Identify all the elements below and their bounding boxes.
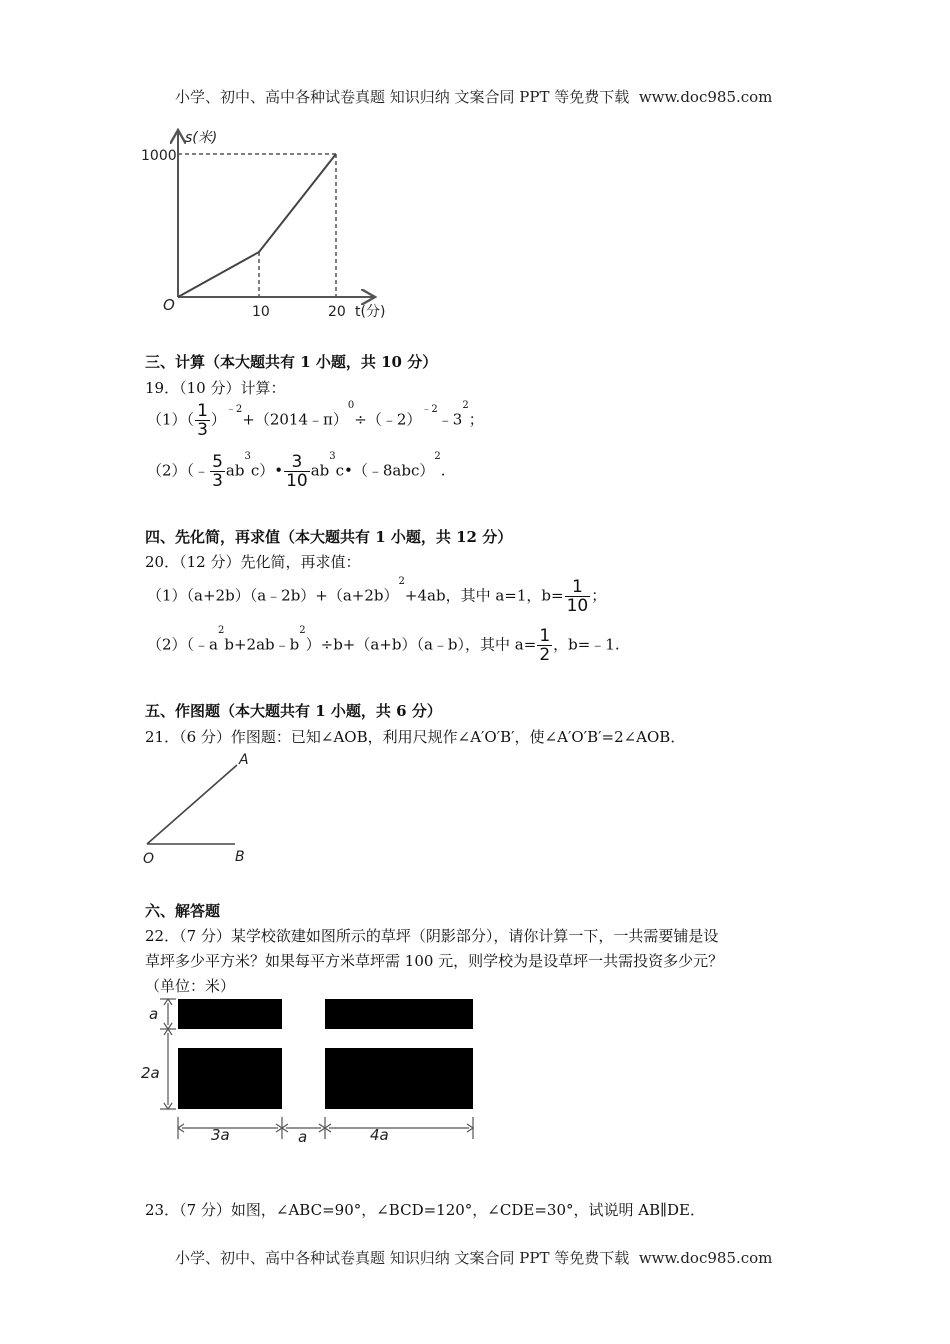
q19-part1: （1）（ $\frac{1}{3}$ ）$^{﹣2}+(2014﹣\pi)^0\div(﹣2)^{﹣2}﹣3^2$； (147, 400, 484, 440)
section-5-title: 五、作图题（本大题共有 1 小题，共 6 分） (145, 702, 442, 720)
y-tick-1000: 1000 (141, 148, 177, 164)
q20-part1: $(1)(a+2b)(a﹣2b)+(a+2b)^2+4ab$，其中 a=1，b= $\frac{1}{10}$ ； (147, 576, 607, 616)
distance-time-graph (135, 120, 415, 330)
x-axis-label: t(分) (355, 304, 386, 320)
section-4-title: 四、先化简，再求值（本大题共有 1 小题，共 12 分） (145, 528, 513, 546)
header-text: 小学、初中、高中各种试卷真题 知识归纳 文案合同 PPT 等免费下载 (175, 88, 630, 106)
label-a: A (239, 752, 249, 768)
section-3-title: 三、计算（本大题共有 1 小题，共 10 分） (145, 353, 438, 371)
dim-3a: 3a (211, 1126, 230, 1144)
x-tick-10: 10 (252, 304, 270, 320)
q20-part2: $(2)(﹣a^2b+2ab﹣b^2)\div b+(a+b)(a﹣b)$，其中 a= $\frac{1}{2}$ ，b=﹣1. (147, 625, 620, 665)
y-axis-label: s(米) (185, 130, 218, 146)
question-19: 19．（10 分）计算： (145, 379, 286, 397)
lawn-figure (138, 993, 483, 1145)
page-header (175, 86, 772, 107)
ray-oa (147, 765, 237, 844)
lawn-rect (178, 999, 473, 1109)
page-footer (175, 1247, 772, 1268)
fraction-1-3: $\frac{1}{3}$ (197, 401, 208, 440)
fraction-3-10: $\frac{3}{10}$ (286, 452, 308, 491)
distance-line (178, 154, 336, 297)
x-tick-20: 20 (328, 304, 346, 320)
question-22-line2: 草坪多少平方米？如果每平方米草坪需 100 元，则学校为是设草坪一共需投资多少元？ (145, 952, 724, 970)
fraction-5-3: $\frac{5}{3}$ (212, 452, 223, 491)
footer-url[interactable]: www.doc985.com (638, 1249, 773, 1267)
angle-aob-figure (140, 748, 260, 870)
dim-a-left: a (149, 1005, 159, 1023)
dim-2a: 2a (141, 1064, 160, 1082)
label-o: O (143, 851, 155, 867)
vertical-path (282, 999, 325, 1109)
section-6-title: 六、解答题 (145, 902, 221, 920)
question-22-line3: （单位：米） (145, 977, 236, 995)
dim-a-bottom: a (298, 1128, 308, 1145)
question-20: 20．（12 分）先化简，再求值： (145, 553, 361, 571)
horizontal-path (178, 1029, 473, 1048)
question-23: 23．（7 分）如图，∠ABC=90°，∠BCD=120°，∠CDE=30°，试说明 AB∥DE． (145, 1201, 706, 1219)
footer-text: 小学、初中、高中各种试卷真题 知识归纳 文案合同 PPT 等免费下载 (175, 1249, 630, 1267)
dim-4a: 4a (370, 1126, 389, 1144)
fraction-1-10: $\frac{1}{10}$ (566, 577, 589, 616)
q19-part2: （2）（﹣ $\frac{5}{3}$ $ab^3c)•$ $\frac{3}{10}$ $ab^3c•(﹣8abc)^2$. (147, 451, 446, 491)
label-b: B (235, 849, 245, 865)
question-21: 21．（6 分）作图题：已知∠AOB，利用尺规作∠A′O′B′，使∠A′O′B′=2∠AOB． (145, 728, 686, 746)
question-22-line1: 22．（7 分）某学校欲建如图所示的草坪（阴影部分），请你计算一下，一共需要铺是设 (145, 927, 719, 945)
fraction-1-2: $\frac{1}{2}$ (539, 626, 551, 665)
origin-label: O (163, 296, 175, 314)
header-url[interactable]: www.doc985.com (638, 88, 773, 106)
